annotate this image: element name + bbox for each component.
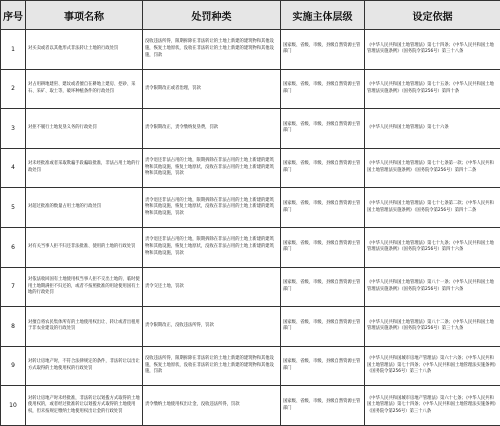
seq-cell: 2 [1,69,26,109]
header-level: 实施主体层级 [281,1,365,30]
table-row [1,227,500,267]
item-name-cell: 对有关当事人拒不归还非法批准、使用的土地的行政处罚 [26,227,143,267]
item-name-cell: 对超过批准的数量占用土地的行政处罚 [26,188,143,228]
header-row [1,1,500,30]
basis-cell: 《中华人民共和国土地管理法》第七十七条第二款；《中华人民共和国土地管理法实施条例》（国务院令第256号）第四十二条 [365,188,500,228]
basis-cell: 《中华人民共和国土地管理法》第八十一条；《中华人民共和国土地管理法实施条例》（国务院令第256号）第四十六条 [365,267,500,307]
seq-cell: 3 [1,109,26,149]
level-cell: 国家级、省级、市级、县级自然资源主管部门 [281,267,365,307]
penalty-type-cell: 没收违法所得，限期拆除在非法转让的土地上新建的建筑物和其他设施，恢复土地原状，没收在非法转让的土地上新建的建筑物和其他设施，罚款 [143,346,281,386]
level-cell: 国家级、省级、市级、县级自然资源主管部门 [281,109,365,149]
penalty-type-cell: 没收违法所得，限期拆除在非法转让的土地上新建的建筑物和其他设施，恢复土地原状，没收在非法转让的土地上新建的建筑物和其他设施，罚款 [143,30,281,70]
seq-cell: 8 [1,307,26,347]
table-row [1,188,500,228]
table-row [1,346,500,386]
item-name-cell: 对转让房地产时，不符合法律规定的条件，非法转让以出让方式取得的土地使用权的行政处罚 [26,346,143,386]
level-cell: 国家级、省级、市级、县级自然资源主管部门 [281,148,365,188]
table-row [1,267,500,307]
basis-cell: 《中华人民共和国土地管理法》第七十五条；《中华人民共和国土地管理法实施条例》（国务院令第256号）第四十条 [365,69,500,109]
table-row [1,386,500,426]
seq-cell: 4 [1,148,26,188]
item-name-cell: 对擅自将农民集体所有的土地使用权出让、转让或者出租用于非农业建设的行政处罚 [26,307,143,347]
penalty-type-cell: 责令退还非法占用的土地，限期拆除在非法占用的土地上新建的建筑物和其他设施，恢复土地原状，没收在非法占用的土地上新建的建筑物和其他设施，罚款 [143,188,281,228]
table-row [1,30,500,70]
level-cell: 国家级、省级、市级、县级自然资源主管部门 [281,307,365,347]
seq-cell: 1 [1,30,26,70]
header-seq: 序号 [1,1,26,30]
penalty-type-cell: 责令退还非法占用的土地，限期拆除在非法占用的土地上新建的建筑物和其他设施，恢复土地原状，没收在非法占用的土地上新建的建筑物和其他设施，罚款 [143,148,281,188]
seq-cell: 7 [1,267,26,307]
table-row [1,69,500,109]
item-name-cell: 对未经批准或者采取欺骗手段骗取批准，非法占用土地的行政处罚 [26,148,143,188]
level-cell: 国家级、省级、市级、县级自然资源主管部门 [281,188,365,228]
penalty-type-cell: 责令缴纳土地使用权出让金，没收违法所得，罚款 [143,386,281,426]
basis-cell: 《中华人民共和国土地管理法》第七十九条；《中华人民共和国土地管理法实施条例》（国务院令第256号）第四十六条 [365,227,500,267]
seq-cell: 5 [1,188,26,228]
penalty-type-cell: 责令限期改正，没收违法所得，罚款 [143,307,281,347]
seq-cell: 9 [1,346,26,386]
header-basis: 设定依据 [365,1,500,30]
item-name-cell: 对占用耕地建窑、建坟或者擅自在耕地上建房、挖砂、采石、采矿、取土等，破坏种植条件的行政处罚 [26,69,143,109]
level-cell: 国家级、省级、市级、县级自然资源主管部门 [281,227,365,267]
item-name-cell: 对依法收回国有土地使用权当事人拒不交出土地的，临时使用土地期满拒不归还的，或者不按照批准的用途使用国有土地的行政处罚 [26,267,143,307]
level-cell: 国家级、省级、市级、县级自然资源主管部门 [281,69,365,109]
item-name-cell: 对拒不履行土地复垦义务的行政处罚 [26,109,143,149]
basis-cell: 《中华人民共和国土地管理法》第七十七条第一款；《中华人民共和国土地管理法实施条例》（国务院令第256号）第四十二条 [365,148,500,188]
item-name-cell: 对买卖或者以其他形式非法转让土地的行政处罚 [26,30,143,70]
table-row [1,307,500,347]
table-row [1,109,500,149]
basis-cell: 《中华人民共和国土地管理法》第七十四条；《中华人民共和国土地管理法实施条例》（国务院令第256号）第三十八条 [365,30,500,70]
level-cell: 国家级、省级、市级、县级自然资源主管部门 [281,346,365,386]
penalty-type-cell: 责令限期改正或者治理，罚款 [143,69,281,109]
header-item-name: 事项名称 [26,1,143,30]
seq-cell: 6 [1,227,26,267]
basis-cell: 《中华人民共和国土地管理法》第七十六条 [365,109,500,149]
level-cell: 国家级、省级、市级、县级自然资源主管部门 [281,30,365,70]
basis-cell: 《中华人民共和国城市房地产管理法》第六十七条；《中华人民共和国土地管理法》第七十四条；《中华人民共和国土地管理法实施条例》（国务院令第256号）第三十八条 [365,386,500,426]
penalty-type-cell: 责令退还非法占用的土地，限期拆除在非法占用的土地上新建的建筑物和其他设施，恢复土地原状，没收在非法占用的土地上新建的建筑物和其他设施，罚款 [143,227,281,267]
table-row [1,148,500,188]
basis-cell: 《中华人民共和国土地管理法》第八十二条；《中华人民共和国土地管理法实施条例》（国务院令第256号）第三十九条 [365,307,500,347]
item-name-cell: 对转让房地产时未经批准，非法转让以划拨方式取得的土地使用权的，或者经过批准转让以划拨方式取得的土地使用权，但未按规定缴纳土地使用权出让金的行政处罚 [26,386,143,426]
penalty-type-cell: 责令限期改正，责令缴纳复垦费，罚款 [143,109,281,149]
header-penalty-type: 处罚种类 [143,1,281,30]
basis-cell: 《中华人民共和国城市房地产管理法》第六十六条；《中华人民共和国土地管理法》第七十四条；《中华人民共和国土地管理法实施条例》（国务院令第256号）第三十八条 [365,346,500,386]
penalty-type-cell: 责令交还土地，罚款 [143,267,281,307]
seq-cell: 10 [1,386,26,426]
level-cell: 国家级、省级、市级、县级自然资源主管部门 [281,386,365,426]
